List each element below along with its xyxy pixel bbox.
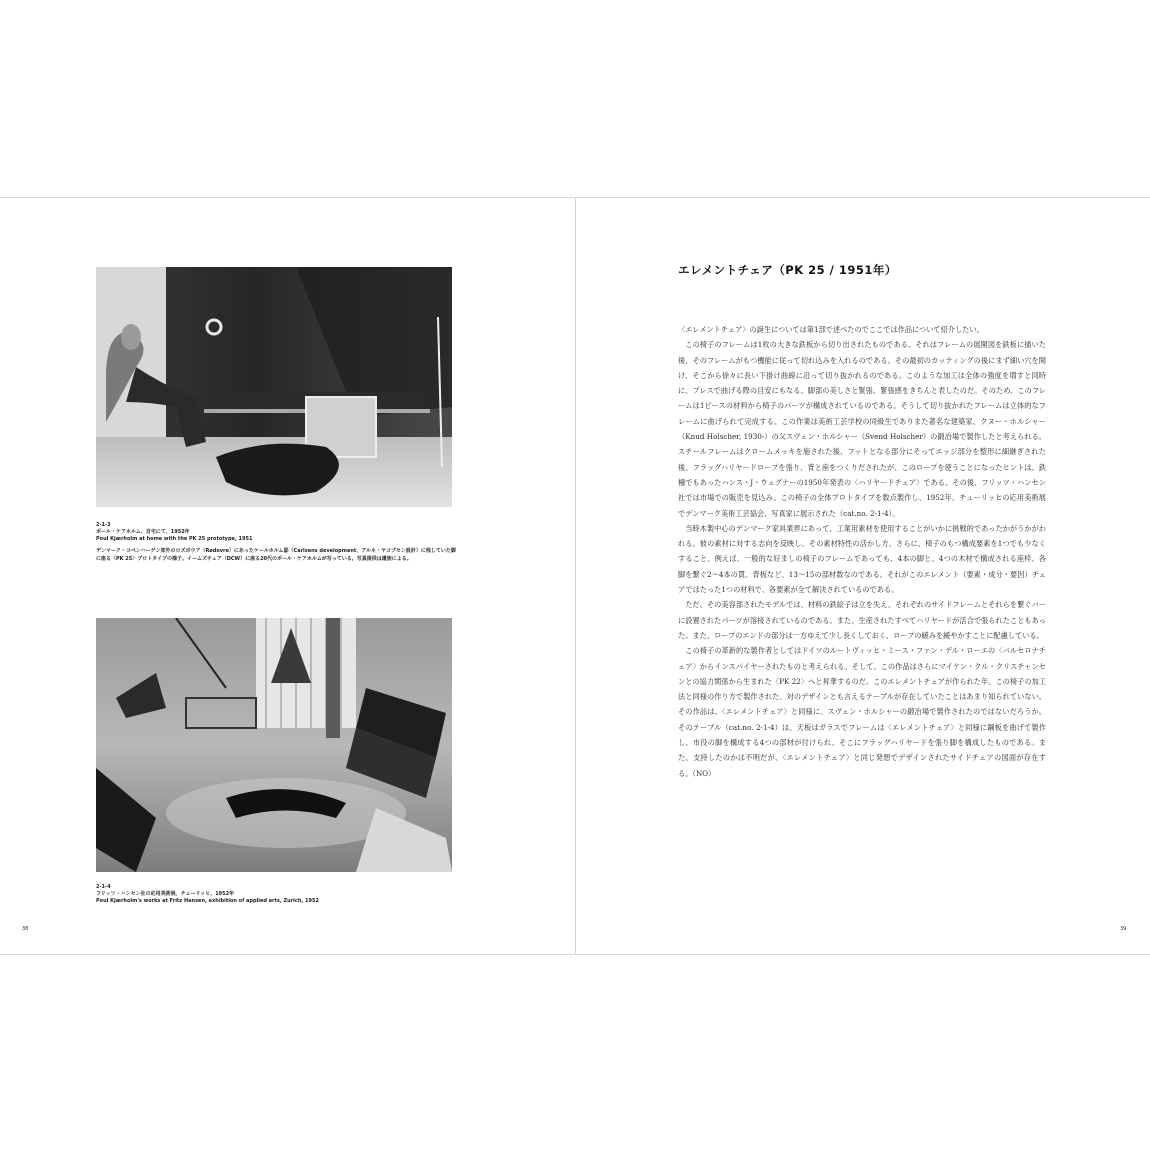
page-number-left: 38 <box>22 926 29 932</box>
figure-photo-exhibition-zurich <box>96 618 452 872</box>
figure-number: 2-1-3 <box>96 522 111 528</box>
book-spread <box>0 197 1150 955</box>
page-number-right: 39 <box>1120 926 1127 932</box>
figure-caption-2 <box>96 884 456 905</box>
caption-japanese: フリッツ・ハンセン社の応用美術展、チューリッヒ、1952年 <box>96 891 235 897</box>
paragraph: この椅子のフレームは1枚の大きな鉄板から切り出されたものである。それはフレームの展開図を鉄板に描いた後、そのフレームがもつ機能に従って切れ込みを入れるのである。その最初のカッティングの後にまず細い穴を開け、そこから徐々に長い下掛け曲線に沿って切り抜かれるのである。このような加工は全体の強度を増すと同時に、プレスで曲げる際の目安にもなる。脚部の美しさと緊張、緊張感をきちんと表したのだ。そのため、このフレームは1ピースの材料から椅子のパーツが構成されているのである。そうして切り抜かれたフレームは立体的なフレームに曲げられて完成する。この作業は美術工芸学校の同級生でありまた著名な建築家、クヌー・ホルシャー（Knud Holscher, 1930-）の父スヴェン・ホルシャー（Svend Holscher）の鍛冶場で製作したと考えられる。スチールフレームはクロームメッキを施された後、フットとなる部分にそってエッジ部分を整形に細継ぎされた後、フラッグハリヤードロープを張り、背と座をつくりだされたが、このロープを使うことになったヒントは、鉄柵でもあったハンス・J・ウェグナーの1950年発表の〈ハリヤードチェア〉である。その後、フリッツ・ハンセン社では市場での販売を見込み、この椅子の全体プロトタイプを数点製作し、1952年、チューリッヒの応用美術展でデンマーク美術工芸協会、写真家に展示された（cat.no. 2-1-4）。 <box>678 340 1046 518</box>
caption-english: Poul Kjærholm's works at Fritz Hansen, exhibition of applied arts, Zurich, 1952 <box>96 898 319 904</box>
paragraph: 当時木製中心のデンマーク家具業界にあって、工業用素材を使用することがいかに挑戦的であったかがうかがわれる。彼の素材に対する志向を反映し、その素材特性の活かし方、さらに、椅子のもつ構成要素を1つでも少なくすること、例えば、一般的な好ましの椅子のフレームであっても、4本の脚と、4つの木材で構成される座枠、各脚を繋ぐ2～4本の貫、背板など、13～15の部材数なのである。それがこのエレメント（要素・成分・要因）チェアではたった1つの材料で、各要素が全て解決されているのである。 <box>678 523 1046 595</box>
paragraph: ただ、その美容部されたモデルでは、材料の鉄絵子は立を失え、それぞれのサイドフレームとそれらを繋ぐバーに設置されたパーツが溶接されているのである。また、生産されたすべてハリヤードが活合で張られたこともあった。また、ロープのエンドの部分は一方ゆえて少し長くしておく、ロープの緩みを緩やかすことに配慮している。 <box>678 600 1046 640</box>
section-title: エレメントチェア（PK 25 / 1951年） <box>678 263 897 277</box>
caption-english: Poul Kjærholm at home with the PK 25 prototype, 1951 <box>96 536 253 542</box>
figure-number: 2-1-4 <box>96 884 111 890</box>
paragraph: この椅子の革新的な製作者としてはドイツのルートヴィッヒ・ミース・ファン・デル・ローエの〈バルセロナチェア〉からインスパイヤーされたものと考えられる。そして、この作品はさらにマイケン・クル・クリスチャンセンとの協力関係から生まれた〈PK 22〉へと昇華するのだ。このエレメントチェアが作られた年、この椅子の加工法と同様の作り方で製作された、対のデザインとも言えるテーブルが存在していたことはあまり知られていない。その作品は、〈エレメントチェア〉と同様に、スヴェン・ホルシャーの鍛冶場で製作されたのではないだろうか。そのテーブル（cat.no. 2-1-4）は、天板はガラスでフレームは〈エレメントチェア〉と同様に鋼板を曲げて製作し、市役の脚を構成する4つの部材が付けられ、そこにフラッグハリヤードを張り脚を構成したものである。また、支持したのかは不明だが、〈エレメントチェア〉と同じ発想でデザインされたサイドチェアの図面が存在する。（NO） <box>678 646 1046 778</box>
body-text <box>678 322 1046 781</box>
book-gutter <box>575 198 576 954</box>
figure-photo-kjaerholm-at-home <box>96 267 452 507</box>
paragraph: 〈エレメントチェア〉の誕生については第1部で述べたのでここでは作品について紹介したい。 <box>678 325 984 334</box>
caption-note: デンマーク・コペンハーゲン郊外のロズボウア（Rødovre）にあったケールホルム邸（Carlsens development、アルネ・ヤコブセン設計）に残していた脚に座る〈PK 25〉プロトタイプの様子。イームズチェア（DCW）に座る20代のポール・ケアホルムが写っている。写真提供は遺族による。 <box>96 548 456 562</box>
figure-caption-1 <box>96 522 456 563</box>
caption-japanese: ポール・ケアホルム、自宅にて、1952年 <box>96 529 190 535</box>
